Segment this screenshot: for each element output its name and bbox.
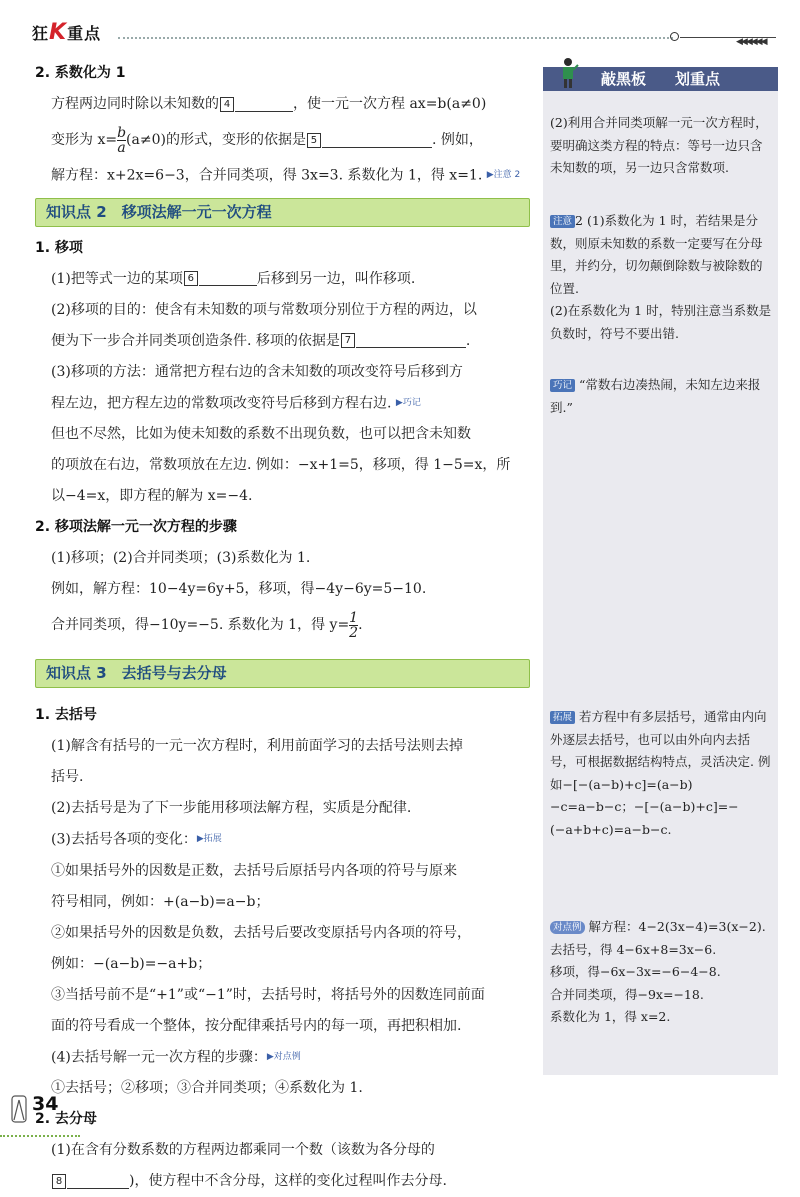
label-duidianli: 对点例 (550, 921, 585, 934)
paragraph: 程左边，把方程左边的常数项改变符号后移到方程右边. ▶巧记 (51, 395, 421, 411)
paragraph: 面的符号看成一个整体，按分配律乘括号内的每一项，再把积相加. (51, 1017, 462, 1034)
blank-number-box: 6 (184, 271, 198, 286)
knowledge-point-banner: 知识点 2 移项法解一元一次方程 (35, 198, 530, 227)
fill-blank (322, 133, 432, 148)
label-tuozhan: 拓展 (550, 711, 575, 724)
paragraph: (1)把等式一边的某项 6 后移到另一边，叫作移项. (51, 270, 416, 287)
paragraph: 合并同类项，得−10y=−5. 系数化为 1，得 y= $\frac{1}{2}$ . (51, 609, 363, 641)
paragraph: 例如：−(a−b)=−a+b； (51, 955, 212, 972)
page-number: 34 (32, 1093, 59, 1115)
fill-blank (199, 271, 257, 286)
paragraph: (1)解含有括号的一元一次方程时，利用前面学习的去括号法则去掉 (51, 738, 463, 754)
blank-number-box: 8 (52, 1174, 66, 1189)
paragraph: (2)去括号是为了下一步能用移项法解方程，实质是分配律. (51, 800, 412, 816)
sidebar-note: (2)利用合并同类项解一元一次方程时，要明确这类方程的特点：等号一边只含未知数的项，另一边只含常数项. (550, 115, 768, 175)
blank-number-box: 5 (307, 133, 321, 148)
paragraph: (3)移项的方法：通常把方程右边的含未知数的项改变符号后移到方 (51, 363, 463, 380)
paragraph: (4)去括号解一元一次方程的步骤：▶对点例 (51, 1049, 301, 1065)
fraction: $\frac{b}{a}$ (117, 124, 127, 156)
note-tag[interactable]: ▶注意 2 (486, 170, 521, 180)
knowledge-point-banner: 知识点 3 去括号与去分母 (35, 659, 530, 688)
brand-logo: 狂K重点 (32, 20, 102, 45)
paragraph: ③当括号前不是“+1”或“−1”时，去括号时，将括号外的因数连同前面 (51, 986, 485, 1003)
blank-number-box: 7 (341, 333, 355, 348)
paragraph: 例如，解方程：10−4y=6y+5，移项，得−4y−6y=5−10. (51, 581, 427, 597)
fill-blank (235, 97, 293, 112)
header-circle-mark (670, 32, 679, 41)
sidebar-title-bar (543, 67, 778, 91)
header-dotted-rule (118, 37, 673, 39)
paragraph: 变形为 x= $\frac{b}{a}$ (a≠0)的形式，变形的依据是 5 . 例如， (51, 124, 483, 156)
paragraph: 括号. (51, 769, 84, 785)
sidebar-title: 敲黑板 (601, 70, 647, 88)
paragraph: (1)在含有分数系数的方程两边都乘同一个数（该数为各分母的 (51, 1142, 435, 1158)
note-tag[interactable]: ▶巧记 (395, 397, 421, 408)
section-title: 2. 系数化为 1 (35, 65, 126, 81)
paragraph: 解方程：x+2x=6−3，合并同类项，得 3x=3. 系数化为 1，得 x=1. ▶注意 2 (51, 167, 521, 184)
paragraph: ①如果括号外的因数是正数，去括号后原括号内各项的符号与原来 (51, 862, 457, 879)
label-qiaoji: 巧记 (550, 379, 575, 392)
paragraph: (3)去括号各项的变化：▶拓展 (51, 831, 222, 848)
paragraph: 的项放在右边，常数项放在左边. 例如：−x+1=5，移项，得 1−5=x，所 (51, 457, 511, 473)
paragraph: 8 )，使方程中不含分母，这样的变化过程叫作去分母. (35, 1166, 530, 1197)
paragraph: (2)移项的目的：使含有未知数的项与常数项分别位于方程的两边，以 (51, 301, 477, 318)
label-zhuyi: 注意 (550, 215, 575, 228)
main-content (35, 58, 530, 1197)
section-title: 2. 移项法解一元一次方程的步骤 (35, 519, 237, 535)
sidebar-subtitle: 划重点 (675, 70, 721, 88)
section-title: 2. 去分母 (35, 1111, 97, 1127)
section-title: 1. 移项 (35, 239, 83, 256)
paragraph: 便为下一步合并同类项创造条件. 移项的依据是 7 . (51, 332, 471, 349)
paragraph: ②如果括号外的因数是负数，去括号后要改变原括号内各项的符号， (51, 924, 471, 941)
header-arrows: ◀◀◀◀◀◀ (736, 37, 766, 47)
note-tag[interactable]: ▶拓展 (196, 834, 222, 844)
sidebar-note: 拓展 若方程中有多层括号，通常由内向外逐层去括号，也可以由外向内去括号，可根据数据结构特点，灵活决定. 例如−[−(a−b)+c]=(a−b)−c=a−b−c；−[−(a−b)+c]=−(−a+b+c)=a−b−c. (550, 709, 771, 837)
sidebar-example: 对点例 解方程：4−2(3x−4)=3(x−2). 去括号，得 4−6x+8=3x−6. 移项，得−6x−3x=−6−4−8. 合并同类项，得−9x=−18. 系数化为 1，得 x=2. (550, 919, 766, 1024)
sidebar-note: 巧记 “常数右边凑热闹，未知左边来报到.” (550, 377, 761, 415)
paragraph: 但也不尽然，比如为使未知数的系数不出现负数，也可以把含未知数 (51, 426, 471, 442)
paragraph: 以−4=x，即方程的解为 x=−4. (51, 488, 253, 504)
fill-blank (67, 1174, 129, 1189)
fraction: $\frac{1}{2}$ (349, 609, 359, 641)
section-title: 1. 去括号 (35, 707, 97, 723)
blank-number-box: 4 (220, 97, 234, 112)
note-tag[interactable]: ▶对点例 (266, 1051, 301, 1062)
paragraph: 方程两边同时除以未知数的 4 ，使一元一次方程 ax=b(a≠0) (51, 96, 487, 112)
teacher-icon (557, 57, 579, 89)
fill-blank (356, 333, 466, 348)
paragraph: (1)移项；(2)合并同类项；(3)系数化为 1. (51, 550, 311, 566)
paragraph: ①去括号；②移项；③合并同类项；④系数化为 1. (51, 1080, 363, 1096)
footer-dotted-rule (0, 1135, 80, 1137)
sidebar-note: 注意 2 (1)系数化为 1 时，若结果是分数，则原未知数的系数一定要写在分母里，并约分，切勿颠倒除数与被除数的位置. (2)在系数化为 1 时，特别注意当系数是负数时，符号不要出错. (550, 213, 772, 341)
paragraph: 符号相同，例如：+(a−b)=a−b； (51, 893, 270, 910)
